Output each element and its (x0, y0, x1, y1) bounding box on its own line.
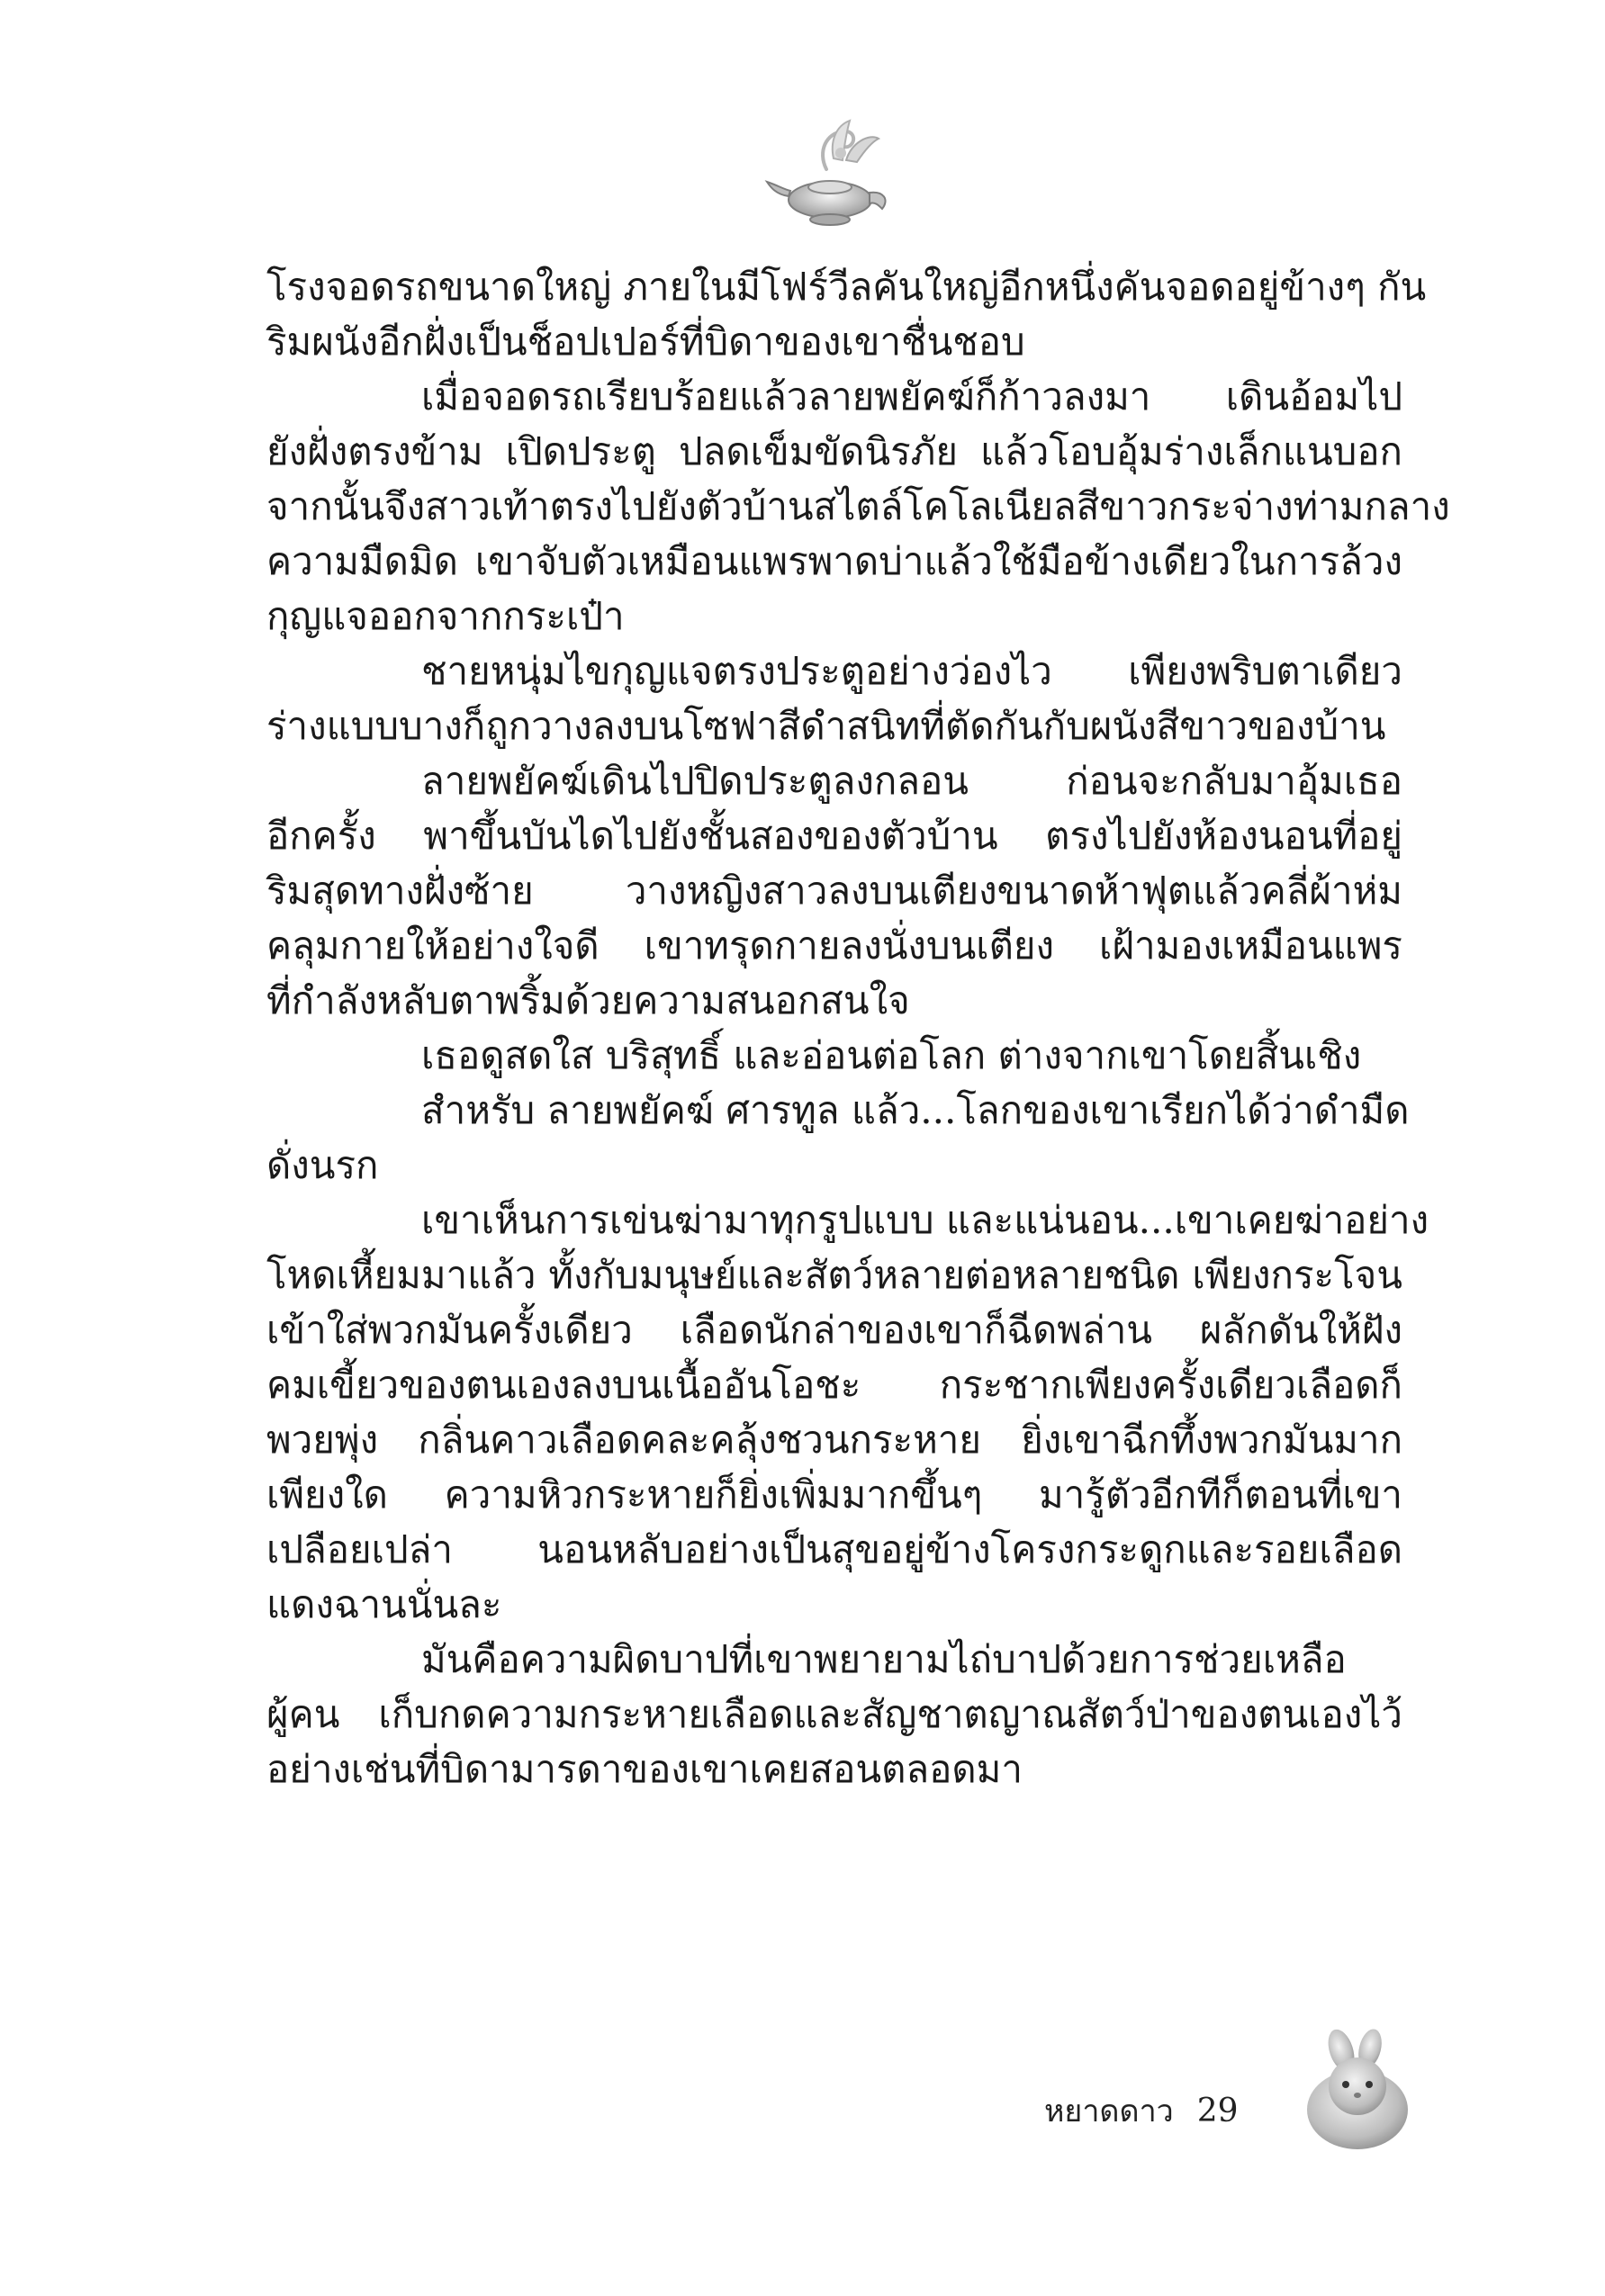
text-line: คมเขี้ยวของตนเองลงบนเนื้ออันโอชะ กระชากเพียงครั้งเดียวเลือดก็ (266, 1363, 1402, 1407)
text-line: คลุมกายให้อย่างใจดี เขาทรุดกายลงนั่งบนเตียง เฝ้ามองเหมือนแพร (266, 923, 1402, 968)
text-line: ชายหนุ่มไขกุญแจตรงประตูอย่างว่องไว เพียงพริบตาเดียว (421, 649, 1402, 693)
text-line: สำหรับ ลายพยัคฆ์ ศารทูล แล้ว...โลกของเขาเรียกได้ว่าดำมืด (421, 1088, 1410, 1132)
text-line: ร่างแบบบางก็ถูกวางลงบนโซฟาสีดำสนิทที่ตัดกันกับผนังสีขาวของบ้าน (266, 704, 1386, 748)
text-line: แดงฉานนั่นละ (266, 1582, 502, 1626)
page-number: 29 (1196, 2092, 1239, 2129)
text-line: ดั่งนรก (266, 1143, 379, 1187)
text-line: เขาเห็นการเข่นฆ่ามาทุกรูปแบบ และแน่นอน...เขาเคยฆ่าอย่าง (421, 1198, 1429, 1242)
teapot-lamp-with-fairy-icon (763, 106, 898, 241)
text-line: ริมสุดทางฝั่งซ้าย วางหญิงสาวลงบนเตียงขนาดห้าฟุตแล้วคลี่ผ้าห่ม (266, 869, 1402, 913)
text-line: อย่างเช่นที่บิดามารดาของเขาเคยสอนตลอดมา (266, 1747, 1023, 1791)
body-text (266, 259, 1450, 1796)
text-line: ที่กำลังหลับตาพริ้มด้วยความสนอกสนใจ (266, 978, 910, 1022)
page-footer (1044, 2084, 1239, 2138)
text-line: พวยพุ่ง กลิ่นคาวเลือดคละคลุ้งชวนกระหาย ยิ่งเขาฉีกทึ้งพวกมันมาก (266, 1418, 1402, 1462)
text-line: ลายพยัคฆ์เดินไปปิดประตูลงกลอน ก่อนจะกลับมาอุ้มเธอ (421, 759, 1402, 803)
text-line: เข้าใส่พวกมันครั้งเดียว เลือดนักล่าของเขาก็ฉีดพล่าน ผลักดันให้ฝัง (266, 1308, 1402, 1352)
text-line: เมื่อจอดรถเรียบร้อยแล้วลายพยัคฆ์ก็ก้าวลงมา เดินอ้อมไป (421, 374, 1402, 419)
text-line: มันคือความผิดบาปที่เขาพยายามไถ่บาปด้วยการช่วยเหลือ (421, 1637, 1347, 1681)
text-line: กุญแจออกจากกระเป๋า (266, 594, 625, 638)
rabbit-icon (1296, 2027, 1422, 2153)
text-line: เพียงใด ความหิวกระหายก็ยิ่งเพิ่มมากขึ้นๆ มารู้ตัวอีกทีก็ตอนที่เขา (266, 1472, 1402, 1517)
text-line: อีกครั้ง พาขึ้นบันไดไปยังชั้นสองของตัวบ้าน ตรงไปยังห้องนอนที่อยู่ (266, 814, 1402, 858)
text-line: เธอดูสดใส บริสุทธิ์ และอ่อนต่อโลก ต่างจากเขาโดยสิ้นเชิง (421, 1033, 1362, 1077)
running-title: หยาดดาว (1044, 2093, 1174, 2129)
text-line: โรงจอดรถขนาดใหญ่ ภายในมีโฟร์วีลคันใหญ่อีกหนึ่งคันจอดอยู่ข้างๆ กัน (266, 265, 1427, 309)
text-line: โหดเหี้ยมมาแล้ว ทั้งกับมนุษย์และสัตว์หลายต่อหลายชนิด เพียงกระโจน (266, 1253, 1402, 1297)
text-line: จากนั้นจึงสาวเท้าตรงไปยังตัวบ้านสไตล์โคโลเนียลสีขาวกระจ่างท่ามกลาง (266, 484, 1450, 528)
text-line: ความมืดมิด เขาจับตัวเหมือนแพรพาดบ่าแล้วใช้มือข้างเดียวในการล้วง (266, 539, 1402, 583)
text-line: ริมผนังอีกฝั่งเป็นช็อปเปอร์ที่บิดาของเขาชื่นชอบ (266, 320, 1025, 364)
text-line: ผู้คน เก็บกดความกระหายเลือดและสัญชาตญาณสัตว์ป่าของตนเองไว้ (266, 1692, 1402, 1736)
text-line: ยังฝั่งตรงข้าม เปิดประตู ปลดเข็มขัดนิรภัย แล้วโอบอุ้มร่างเล็กแนบอก (266, 429, 1402, 473)
text-line: เปลือยเปล่า นอนหลับอย่างเป็นสุขอยู่ข้างโครงกระดูกและรอยเลือด (266, 1527, 1402, 1571)
